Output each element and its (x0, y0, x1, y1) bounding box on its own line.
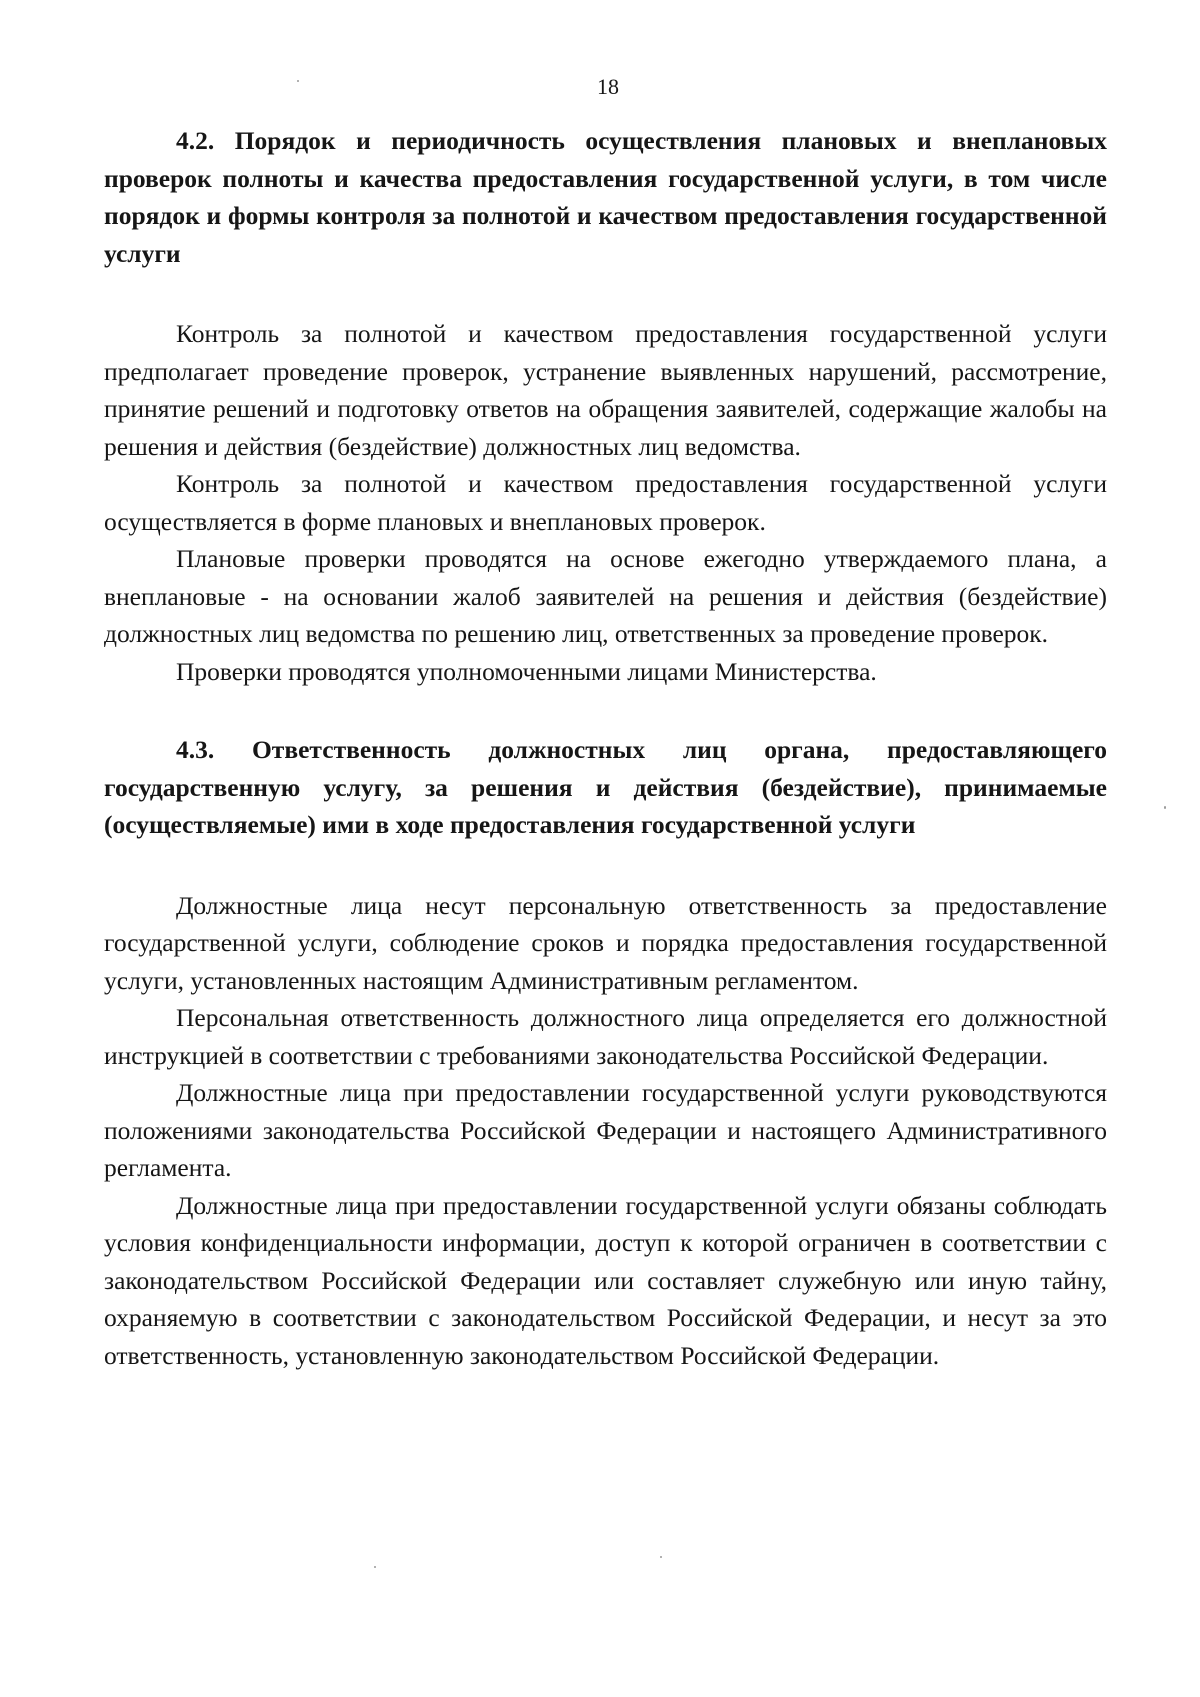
paragraph: Проверки проводятся уполномоченными лицами Министерства. (176, 656, 877, 686)
scan-speck (1164, 806, 1166, 809)
paragraph: Должностные лица несут персональную ответственность за предоставление государственной услуги, соблюдение сроков и порядка предоставления государственной услуги, установленных настоящим Административным регламентом. (104, 890, 1107, 995)
scan-speck (297, 80, 299, 82)
section-heading-4-2: 4.2. Порядок и периодичность осуществления плановых и внеплановых проверок полноты и качества предоставления государственной услуги, в том числе порядок и формы контроля за полнотой и качеством предоставления государственной услуги (104, 126, 1107, 268)
paragraph: Персональная ответственность должностного лица определяется его должностной инструкцией в соответствии с требованиями законодательства Российской Федерации. (104, 1003, 1107, 1070)
document-body (104, 122, 1107, 1374)
scan-speck (374, 1566, 376, 1568)
section-heading-4-3: 4.3. Ответственность должностных лиц органа, предоставляющего государственную услугу, за решения и действия (бездействие), принимаемые (осуществляемые) ими в ходе предоставления государственной услуги (104, 735, 1107, 839)
paragraph: Должностные лица при предоставлении государственной услуги руководствуются положениями законодательства Российской Федерации и настоящего Административного регламента. (104, 1078, 1107, 1182)
paragraph: Контроль за полнотой и качеством предоставления государственной услуги осуществляется в форме плановых и внеплановых проверок. (104, 469, 1107, 536)
paragraph: Контроль за полнотой и качеством предоставления государственной услуги предполагает проведение проверок, устранение выявленных нарушений, рассмотрение, принятие решений и подготовку ответов на обращения заявителей, содержащие жалобы на решения и действия (бездействие) должностных лиц ведомства. (104, 319, 1107, 461)
page-number: 18 (597, 74, 619, 99)
paragraph: Должностные лица при предоставлении государственной услуги обязаны соблюдать условия конфиденциальности информации, доступ к которой ограничен в соответствии с законодательством Российской Федерации или составляет служебную или иную тайну, охраняемую в соответствии с законодательством Российской Федерации, и несут за это ответственность, установленную законодательством Российской Федерации. (104, 1190, 1107, 1370)
paragraph: Плановые проверки проводятся на основе ежегодно утверждаемого плана, а внеплановые - на основании жалоб заявителей на решения и действия (бездействие) должностных лиц ведомства по решению лиц, ответственных за проведение проверок. (104, 544, 1107, 648)
scan-speck (660, 1556, 662, 1558)
